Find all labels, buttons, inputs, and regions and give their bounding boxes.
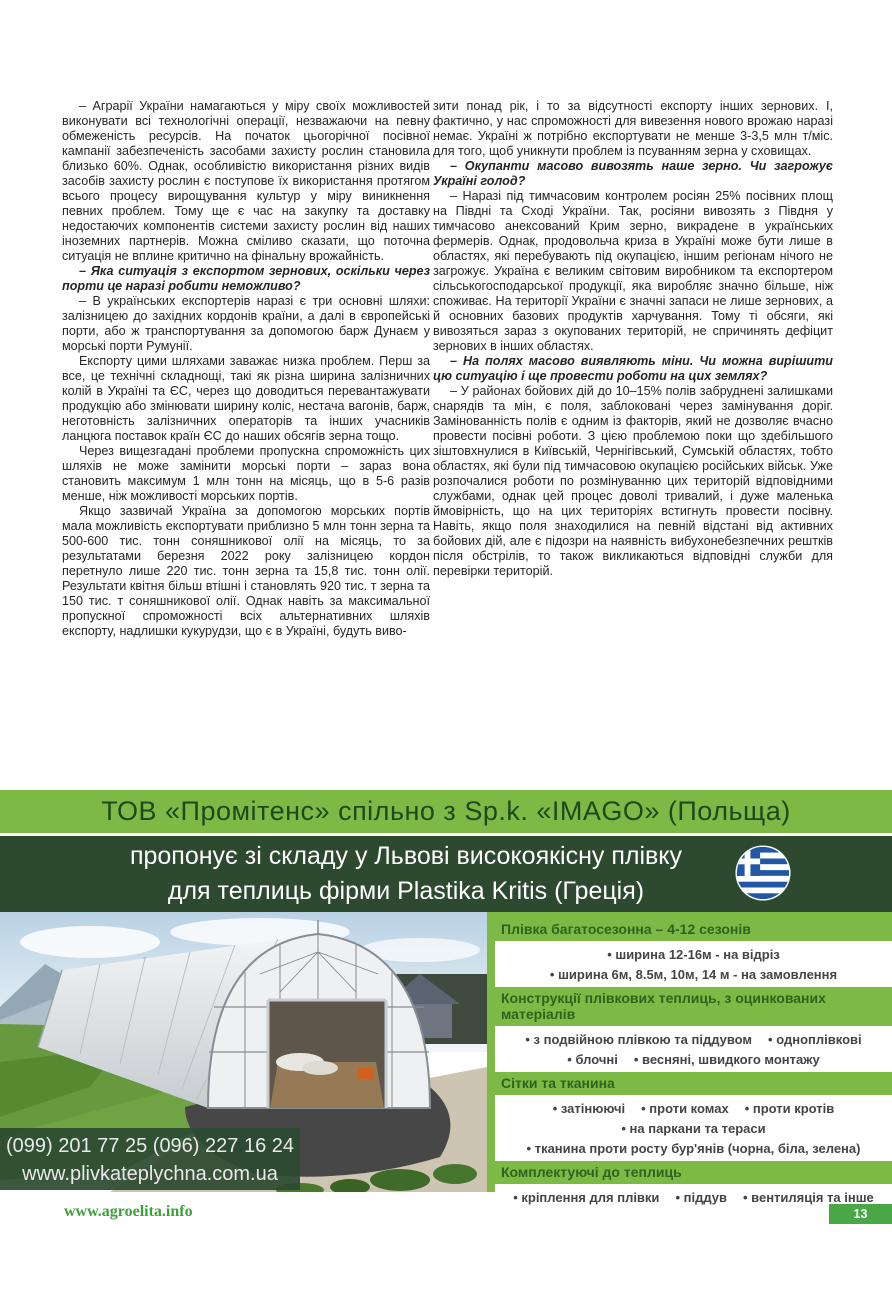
ad-section-content bbox=[495, 1095, 892, 1161]
ad-bullet-item: • затінюючі bbox=[553, 1101, 625, 1116]
greenhouse-photo bbox=[0, 912, 487, 1192]
ad-bullet-item: • вентиляція та інше bbox=[743, 1190, 874, 1205]
ad-subheadline-band bbox=[0, 836, 892, 912]
ad-subheadline-line1: пропонує зі складу у Львові високоякісну плівку bbox=[129, 842, 683, 870]
ad-section-content bbox=[495, 1026, 892, 1072]
ad-subheadline bbox=[40, 839, 772, 909]
ad-bullet-item: • з подвійною плівкою та піддувом bbox=[525, 1032, 752, 1047]
article-column-right bbox=[433, 99, 833, 793]
article-column-left bbox=[62, 99, 430, 793]
ad-section-header: Комплектуючі до теплиць bbox=[501, 1164, 682, 1180]
interview-question: – Яка ситуація з експортом зернових, оскільки через порти це наразі робити неможливо? bbox=[62, 264, 430, 293]
ad-bullet-item: • ширина 12-16м - на відріз bbox=[607, 947, 780, 962]
interview-question: – Окупанти масово вивозять наше зерно. Чи загрожує Україні голод? bbox=[433, 159, 833, 188]
ad-section-header: Конструкції плівкових теплиць, з оцинкованих матеріалів bbox=[501, 990, 826, 1022]
ad-bullet-item: • одноплівкові bbox=[768, 1032, 862, 1047]
paragraph: – Аграрії України намагаються у міру своїх можливостей виконувати всі технологічні операції, незважаючи на певну обмеженість ресурсів. На початок цьогорічної посівної кампанії забезпеченість засобами захисту рослин становила близько 60%. Однак, особливістю використання різних видів засобів захисту рослин є поступове їх використання протягом всього процесу вирощування культур у міру виникнення певних проблем. Тому ще є час на закупку та доставку недостаючих компонентів системи захисту рослин від наших іноземних партнерів. Можна сміливо сказати, що поточна ситуація не вплине критично на фінальну врожайність. bbox=[62, 99, 430, 263]
ad-section-header: Сітки та тканина bbox=[501, 1075, 615, 1091]
page-number-badge: 13 bbox=[829, 1204, 892, 1224]
ad-bullet-item: • тканина проти росту бур'янів (чорна, біла, зелена) bbox=[527, 1141, 861, 1156]
ad-website-link[interactable]: www.plivkateplychna.com.ua bbox=[22, 1163, 278, 1185]
greek-flag-icon bbox=[734, 844, 792, 902]
ad-subheadline-line2: для теплиць фірми Plastika Kritis (Греція) bbox=[167, 877, 645, 905]
ad-bullet-item: • блочні bbox=[567, 1052, 618, 1067]
paragraph: – У районах бойових дій до 10–15% полів забруднені залишками снарядів та мін, є поля, заблоковані через замінування доріг. Замінованність полів є одним із факторів, який не дозволяє вчасно провести посівні роботи. З цією проблемою поки що здебільшого зіштовхнулися в Київській, Чернігівський, Сумській областях, тобто областях, які були під тимчасовою окупацією російських військ. Уже розпочалися роботи по розмінуванню цих територій відповідними службами, однак цей процес доволі тривалий, і дуже маленька ймовірність, що на цих територіях встигнуть провести посівну. Навіть, якщо поля знаходилися на певній відстані від активних бойових дій, але є підозри на наявність вибухонебезпечних рештків після обстрілів, то також викликаються відповідні служби для перевірки територій. bbox=[433, 384, 833, 578]
ad-bullet-item: • на паркани та тераси bbox=[621, 1121, 765, 1136]
paragraph: – В українських експортерів наразі є три основні шляхи: залізницею до західних кордонів країни, а далі в європейські порти, або ж транспортування за допомогою барж Дунаєм у морські порти Румунії. bbox=[62, 294, 430, 353]
advertisement bbox=[0, 790, 892, 1205]
ad-bullet-item: • кріплення для плівки bbox=[513, 1190, 659, 1205]
paragraph: Експорту цими шляхами заважає низка проблем. Перш за все, це технічні складнощі, такі як різна ширина залізничних колій в Україні та ЄС, через що доводиться перевантажувати продукцію або змінювати ширину коліс, нестача вагонів, барж, неготовність залізничних операторів та інших учасників ланцюга поставок країн ЄС до наших обсягів зерна тощо. bbox=[62, 354, 430, 443]
paragraph: Через вищезгадані проблеми пропускна спроможність цих шляхів не може замінити морські порти – зараз вона становить максимум 1 млн тонн на місяць, що в 5-6 разів менше, ніж можливості морських портів. bbox=[62, 444, 430, 503]
footer-website-link[interactable]: www.agroelita.info bbox=[64, 1203, 193, 1220]
paragraph: Якщо зазвичай Україна за допомогою морських портів мала можливість експортувати приблизно 5 млн тонн зерна та 500-600 тис. тонн соняшникової олії на місяць, то за результатами березня 2022 року залізницею кордон перетнуло лише 220 тис. тонн зерна та 15,8 тис. тонн олії. Результати квітня більш втішні і становлять 920 тис. т зерна та 150 тис. т соняшникової олії. Однак навіть за максимальної пропускної спроможності всіх альтернативних шляхів експорту, надлишки кукурудзи, що є в Україні, будуть виво- bbox=[62, 504, 430, 638]
interview-question: – На полях масово виявляють міни. Чи можна вирішити цю ситуацію і ще провести роботи на цих землях? bbox=[433, 354, 833, 383]
ad-headline: ТОВ «Промітенс» спільно з Sp.k. «IMAGO» (Польща) bbox=[0, 790, 892, 833]
ad-product-panel bbox=[487, 912, 892, 1205]
ad-bullet-item: • проти комах bbox=[641, 1101, 729, 1116]
ad-contact-box bbox=[0, 1128, 300, 1190]
ad-section-header: Плівка багатосезонна – 4-12 сезонів bbox=[501, 921, 751, 937]
ad-bullet-item: • проти кротів bbox=[745, 1101, 835, 1116]
ad-bullet-item: • піддув bbox=[675, 1190, 727, 1205]
ad-bullet-item: • ширина 6м, 8.5м, 10м, 14 м - на замовлення bbox=[550, 967, 837, 982]
paragraph: зити понад рік, і то за відсутності експорту інших зернових. І, фактично, у нас спроможності для вивезення нового врожаю наразі немає. Україні ж потрібно експортувати не менше 3-3,5 млн т/міс. для того, щоб уникнути проблем із псуванням зерна у сховищах. bbox=[433, 99, 833, 158]
ad-section-content bbox=[495, 941, 892, 987]
ad-phone-numbers: (099) 201 77 25 (096) 227 16 24 bbox=[6, 1135, 294, 1157]
ad-bullet-item: • весняні, швидкого монтажу bbox=[634, 1052, 820, 1067]
paragraph: – Наразі під тимчасовим контролем росіян 25% посівних площ на Півдні та Сході України. Так, росіяни вивозять з Півдня у тимчасово анексований Крим зерно, викрадене в українських фермерів. Однак, продовольча криза в Україні може бути лише в областях, які перебувають під окупацією, іншим регіонам нічого не загрожує. Україна є великим світовим виробником та експортером сільськогосподарської продукції, яка виробляє значно більше, ніж споживає. На території України є значні запаси не лише зернових, а й основних базових продуктів харчування. Тому ті обсяги, які вивозяться зараз з окупованих територій, не спричинять дефіцит зернових в інших областях. bbox=[433, 189, 833, 353]
